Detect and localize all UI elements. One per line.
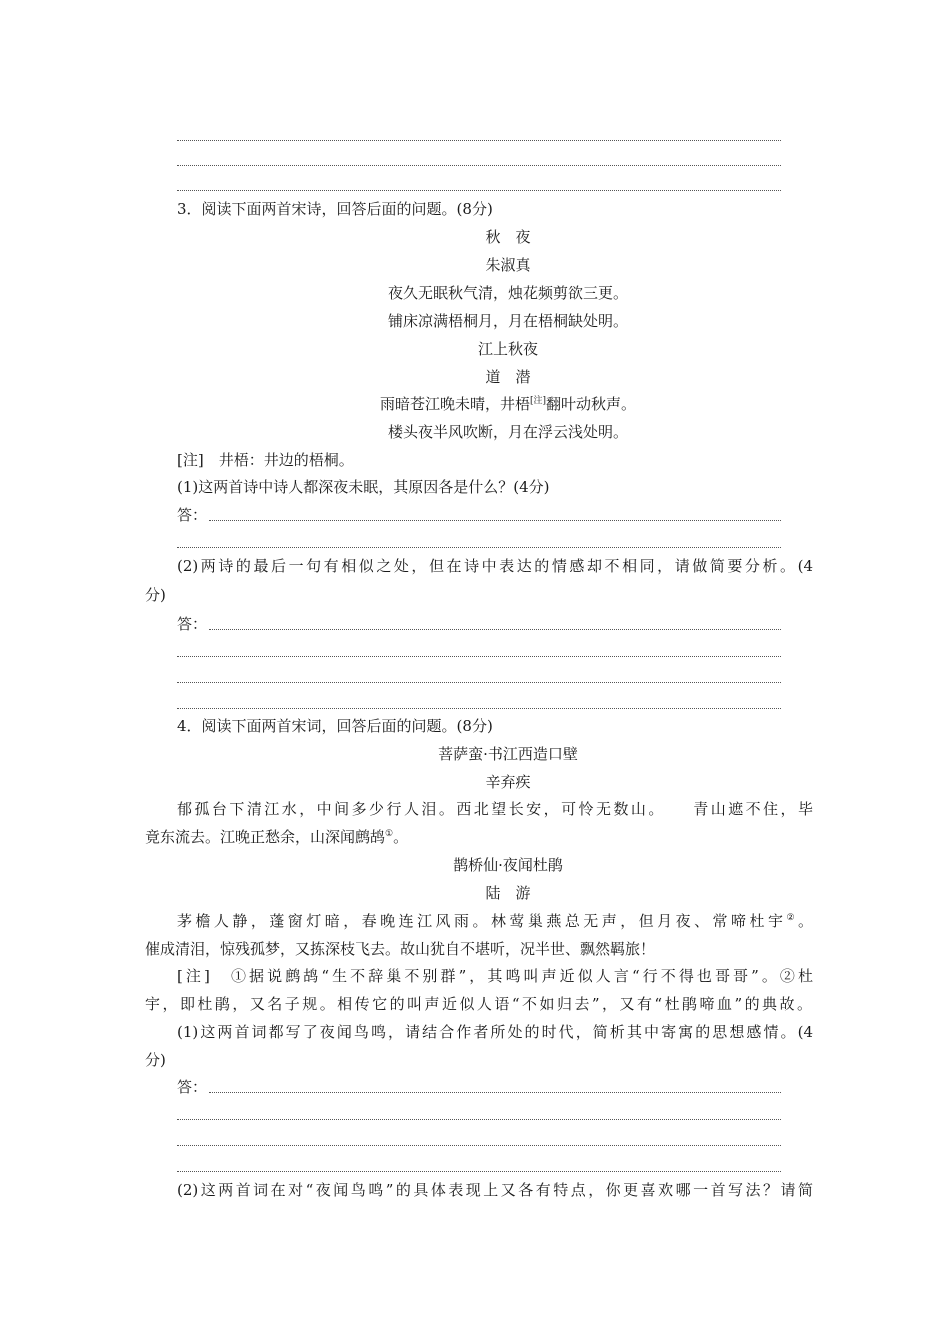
answer-rule[interactable] xyxy=(177,165,781,166)
ci-text: 竟东流去。江晚正愁余，山深闻鹧鸪①。 xyxy=(145,828,409,846)
sub-question: (1)这两首词都写了夜闻鸟鸣，请结合作者所处的时代，简析其中寄寓的思想感情。(4 xyxy=(177,1023,813,1041)
answer-label: 答： xyxy=(177,615,208,633)
note-marker: [注] xyxy=(529,396,547,406)
sub-question: (1)这两首诗中诗人都深夜未眠，其原因各是什么？(4分) xyxy=(177,478,550,496)
ci-author: 辛弃疾 xyxy=(485,773,531,791)
poem-author: 道 潜 xyxy=(485,368,531,386)
answer-label: 答： xyxy=(177,506,208,524)
answer-rule[interactable] xyxy=(177,190,781,191)
sub-question: (2)两诗的最后一句有相似之处，但在诗中表达的情感却不相同，请做简要分析。(4 xyxy=(177,557,813,575)
poem-title: 江上秋夜 xyxy=(477,340,538,358)
answer-label: 答： xyxy=(177,1078,208,1096)
answer-rule[interactable] xyxy=(209,1092,781,1093)
annotation: [注] ①据说鹧鸪“生不辞巢不别群”，其鸣叫声近似人言“行不得也哥哥”。②杜 xyxy=(177,967,813,985)
question-3-stem: 3．阅读下面两首宋诗，回答后面的问题。(8分) xyxy=(177,200,493,218)
ci-title: 鹊桥仙·夜闻杜鹃 xyxy=(453,856,563,874)
note-marker: ① xyxy=(385,829,394,839)
sub-question-cont: 分) xyxy=(145,1051,166,1069)
poem-line: 夜久无眠秋气清，烛花频剪欲三更。 xyxy=(387,284,628,302)
ci-text: 茅檐人静，蓬窗灯暗，春晚连江风雨。林莺巢燕总无声，但月夜、常啼杜宇②。 xyxy=(177,912,813,930)
poem-author: 朱淑真 xyxy=(485,256,531,274)
poem-title: 秋 夜 xyxy=(485,228,531,246)
answer-rule[interactable] xyxy=(209,629,781,630)
answer-rule[interactable] xyxy=(209,520,781,521)
poem-line: 铺床凉满梧桐月，月在梧桐缺处明。 xyxy=(387,312,628,330)
answer-rule[interactable] xyxy=(177,1145,781,1146)
annotation-cont: 宇，即杜鹃，又名子规。相传它的叫声近似人语“不如归去”，又有“杜鹃啼血”的典故。 xyxy=(145,995,812,1013)
poem-line: 雨暗苍江晚未晴，井梧[注]翻叶动秋声。 xyxy=(379,395,637,413)
annotation: [注] 井梧：井边的梧桐。 xyxy=(177,451,354,469)
answer-rule[interactable] xyxy=(177,140,781,141)
poem-line: 楼头夜半风吹断，月在浮云浅处明。 xyxy=(387,423,628,441)
answer-rule[interactable] xyxy=(177,547,781,548)
answer-rule[interactable] xyxy=(177,1119,781,1120)
ci-text: 催成清泪，惊残孤梦，又拣深枝飞去。故山犹自不堪听，况半世、飘然羁旅！ xyxy=(145,940,656,958)
answer-rule[interactable] xyxy=(177,1171,781,1172)
answer-rule[interactable] xyxy=(177,708,781,709)
note-marker: ② xyxy=(786,913,798,923)
sub-question-cont: 分) xyxy=(145,586,166,604)
sub-question: (2)这两首词在对“夜闻鸟鸣”的具体表现上又各有特点，你更喜欢哪一首写法？请简 xyxy=(177,1181,813,1199)
ci-text: 郁孤台下清江水，中间多少行人泪。西北望长安，可怜无数山。 青山遮不住，毕 xyxy=(177,800,813,818)
answer-rule[interactable] xyxy=(177,682,781,683)
question-4-stem: 4．阅读下面两首宋词，回答后面的问题。(8分) xyxy=(177,717,493,735)
answer-rule[interactable] xyxy=(177,656,781,657)
ci-title: 菩萨蛮·书江西造口壁 xyxy=(438,745,578,763)
ci-author: 陆 游 xyxy=(485,884,531,902)
